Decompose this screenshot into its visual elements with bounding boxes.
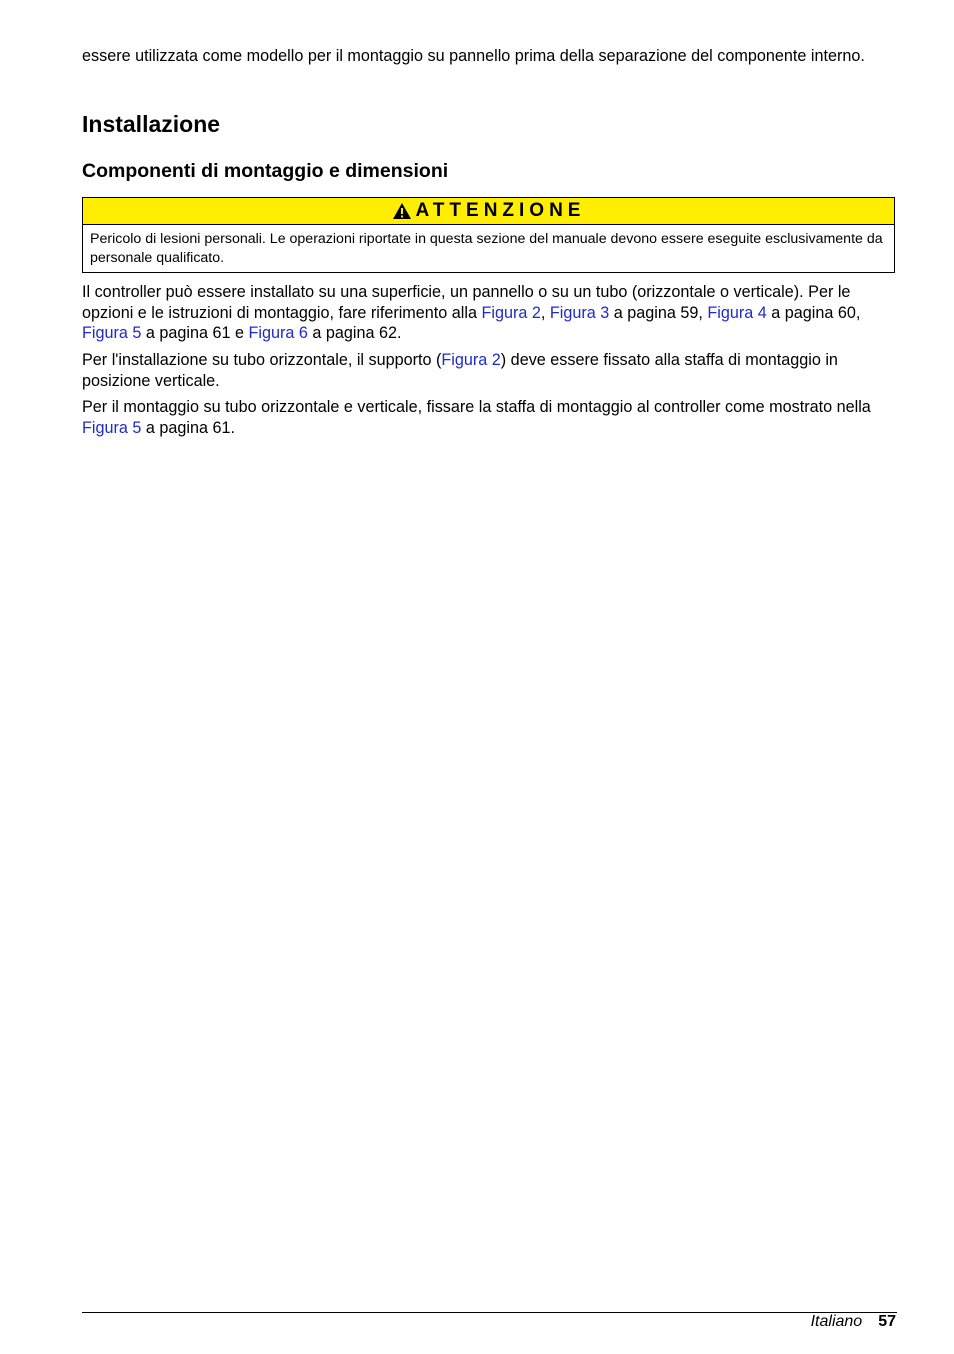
subsection-title: Componenti di montaggio e dimensioni [82,160,449,182]
warning-triangle-icon [392,202,412,220]
mounting-bracket-paragraph [82,397,896,438]
text-span: Per il montaggio su tubo orizzontale e verticale, fissare la staffa di montaggio al controller come mostrato nella [82,398,871,416]
caution-box [82,197,895,273]
figure-5-link[interactable]: Figura 5 [82,418,142,437]
intro-paragraph: essere utilizzata come modello per il montaggio su pannello prima della separazione del componente interno. [82,47,865,65]
figure-5-link[interactable]: Figura 5 [82,324,142,342]
figure-3-link[interactable]: Figura 3 [549,303,610,322]
caution-text: Pericolo di lesioni personali. Le operazioni riportate in questa sezione del manuale devono essere eseguite esclusivamente da personale qualificato. [90,231,883,266]
figure-2-link[interactable]: Figura 2 [441,351,501,369]
figure-4-link[interactable]: Figura 4 [707,303,767,322]
installation-paragraph [82,282,896,344]
text-span: a pagina 60, [766,303,861,322]
caution-header [83,198,894,225]
text-span: ) deve essere fissato alla staffa di montaggio in posizione verticale. [82,351,838,390]
text-span: , [540,303,550,322]
footer-language: Italiano [810,1313,863,1330]
figure-2-link[interactable]: Figura 2 [481,303,541,322]
text-span: Per l'installazione su tubo orizzontale, il supporto ( [82,351,442,369]
text-span: a pagina 61 e [141,324,249,342]
text-span: a pagina 61. [141,418,235,437]
text-span: a pagina 59, [609,303,708,322]
page-number: 57 [878,1313,896,1330]
footer-divider [82,1312,897,1313]
page-footer [811,1312,896,1332]
horizontal-pipe-paragraph [82,350,896,391]
text-span: a pagina 62. [307,324,402,342]
figure-6-link[interactable]: Figura 6 [248,324,308,342]
section-title: Installazione [82,111,221,137]
text-span: Il controller può essere installato su una superficie, un pannello o su un tubo (orizzontale o verticale). Per le opzioni e le istruzioni di montaggio, fare riferimento alla [82,283,851,322]
caution-label: ATTENZIONE [415,200,586,221]
